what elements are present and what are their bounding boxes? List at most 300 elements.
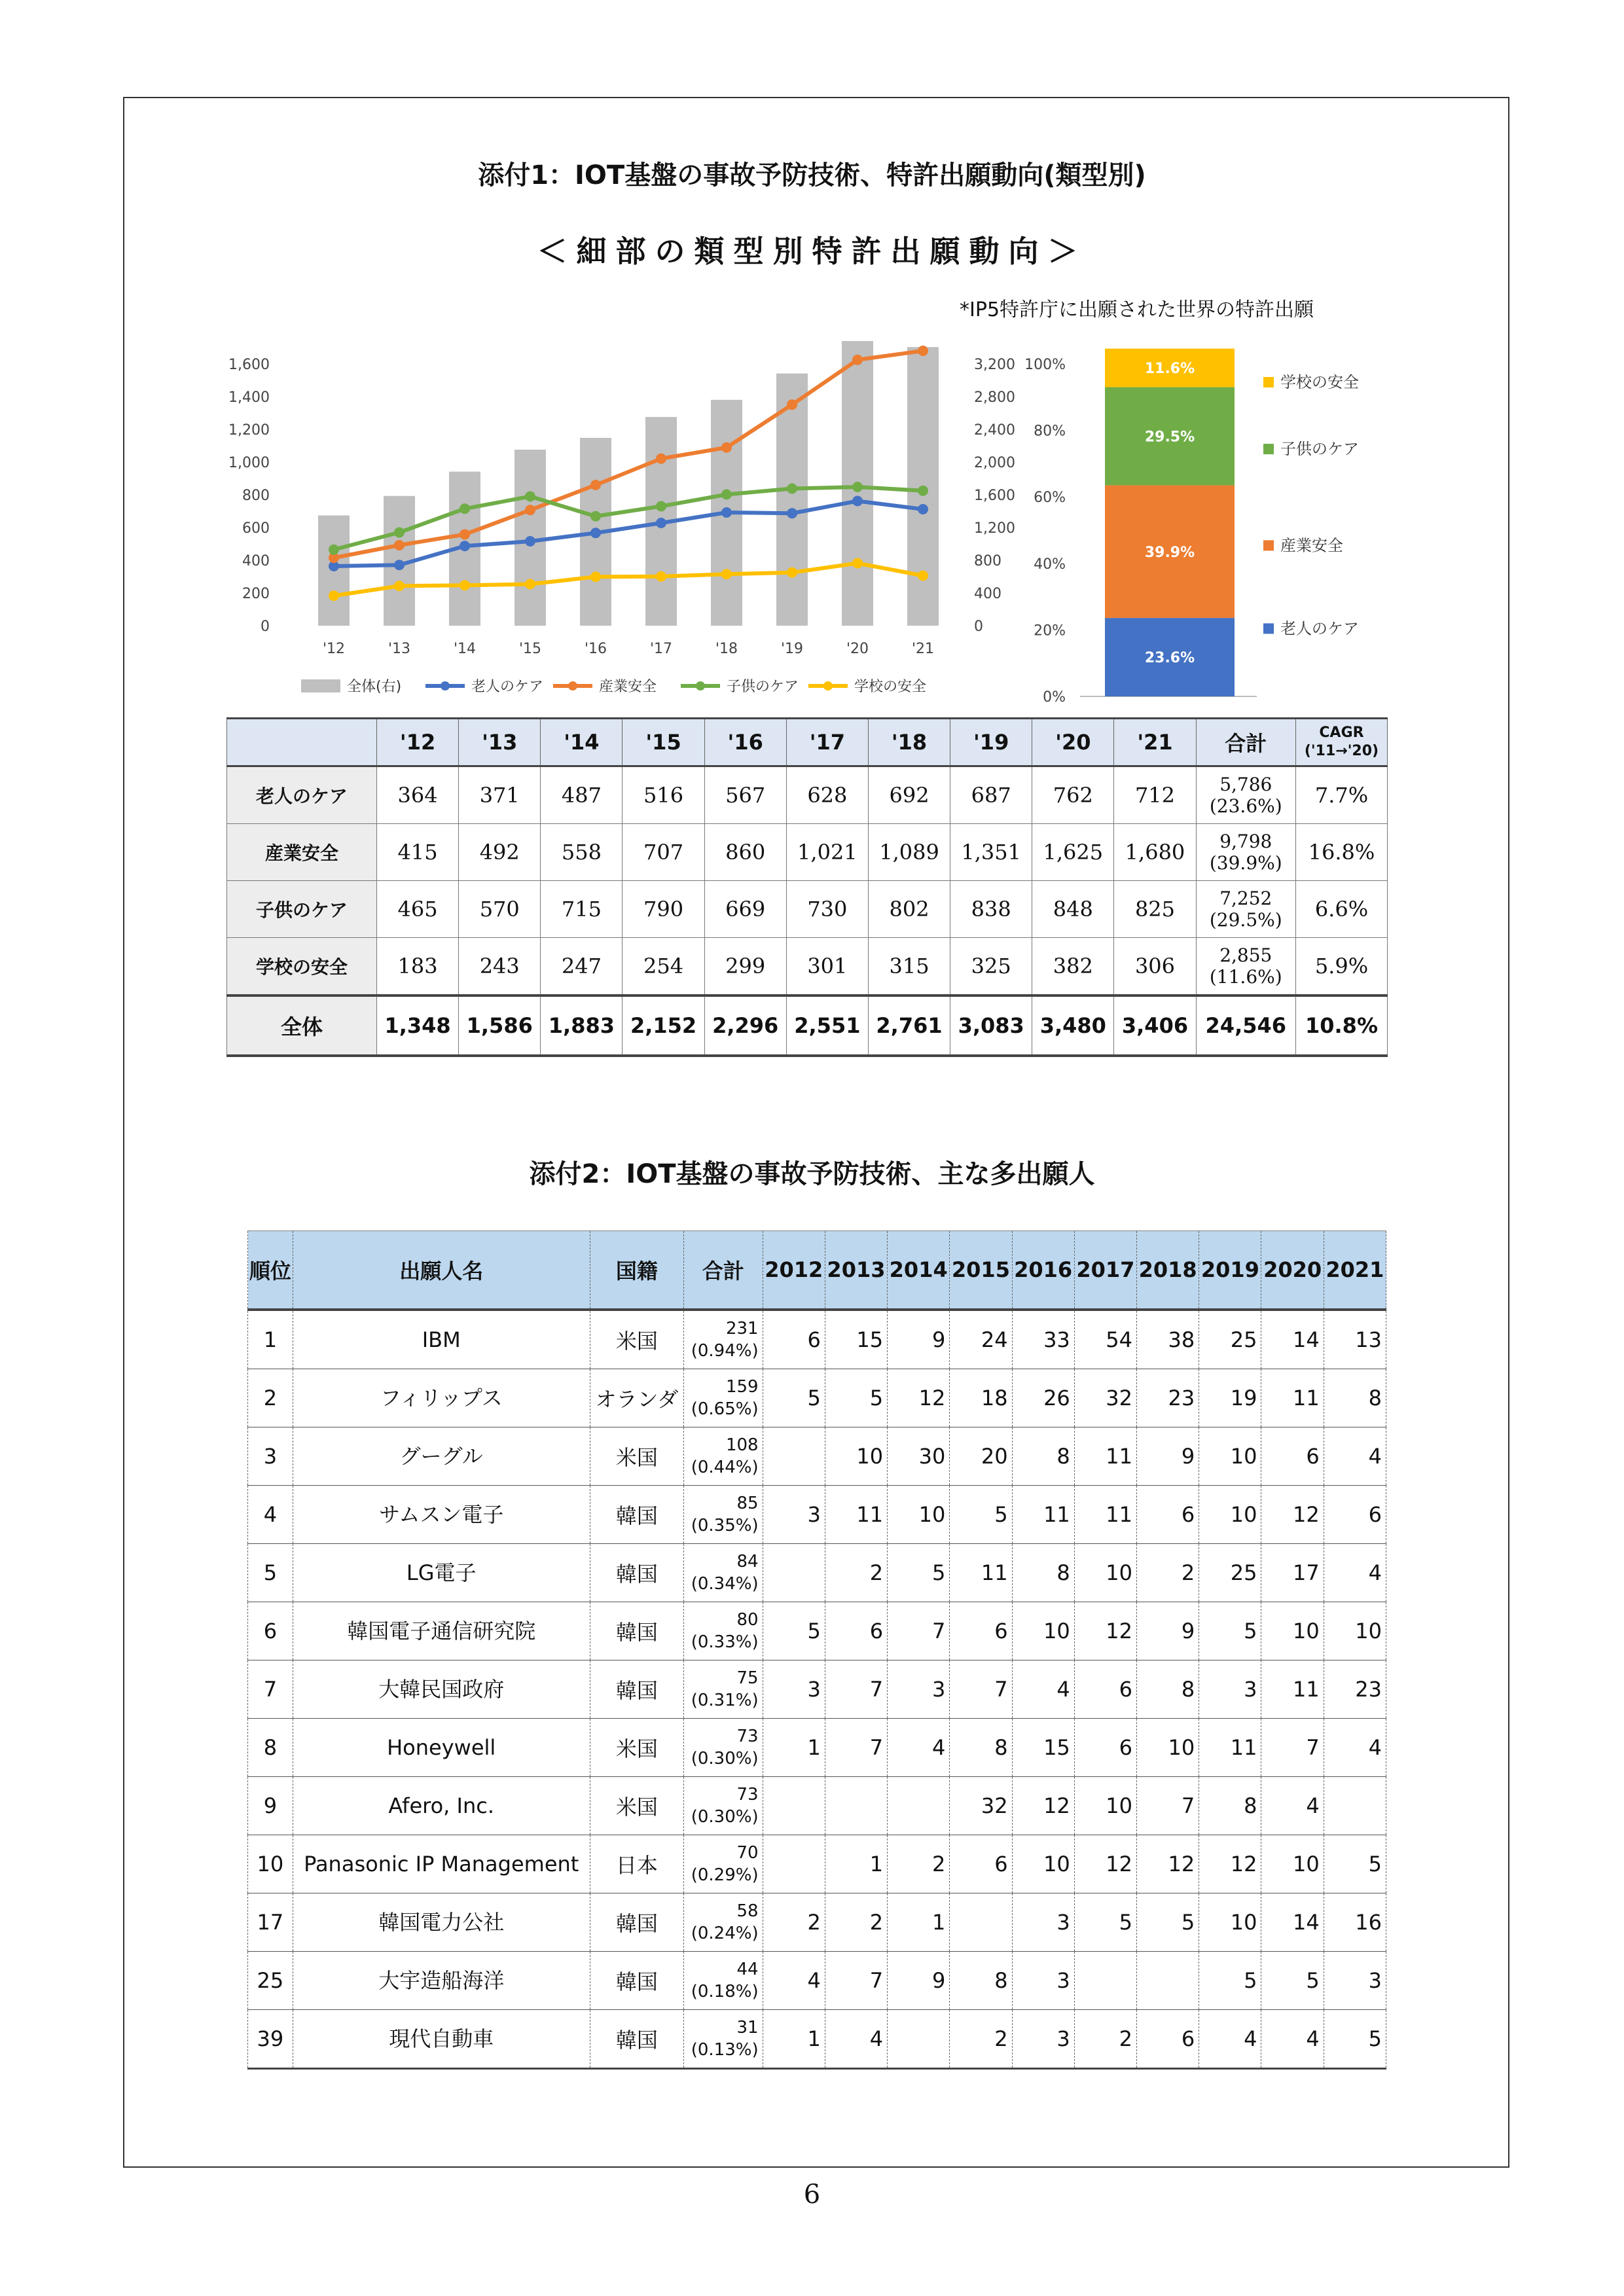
table2-year-cell: 11 [1074, 1486, 1136, 1544]
line-bar-chart [223, 340, 1021, 707]
table2-year-cell: 6 [825, 1602, 887, 1660]
table2-year-cell: 12 [1012, 1777, 1074, 1835]
series-point [525, 505, 535, 515]
x-axis-tick: '12 [322, 641, 346, 657]
legend-point-swatch [696, 681, 705, 691]
table1-cell: 364 [377, 766, 459, 824]
table2-year-cell: 16 [1324, 1893, 1386, 1952]
series-point [590, 571, 601, 582]
table2-country: 米国 [590, 1719, 684, 1777]
table1-cagr-cell: 7.7% [1295, 766, 1387, 824]
table1-cell: 848 [1032, 881, 1114, 938]
table1-cell: 1,348 [377, 996, 459, 1056]
x-axis-tick: '18 [715, 641, 738, 657]
table2-year-cell: 12 [1074, 1835, 1136, 1893]
table2-year-cell: 20 [950, 1427, 1012, 1486]
table2-applicant-name: フィリップス [293, 1369, 590, 1427]
table2-year-cell: 8 [1137, 1660, 1199, 1719]
series-point [460, 541, 470, 551]
table1-row-label: 全体 [227, 996, 377, 1056]
table2-year-cell: 2 [825, 1893, 887, 1952]
series-point [918, 504, 928, 514]
table2-year-cell: 5 [1199, 1952, 1261, 2010]
table2-total: 85 (0.35%) [684, 1486, 763, 1544]
table2-year-cell: 15 [825, 1310, 887, 1369]
table2-year-cell: 3 [888, 1660, 950, 1719]
table2-column-header: 国籍 [590, 1231, 684, 1310]
series-point [852, 558, 863, 569]
table2-country: 韓国 [590, 1952, 684, 2010]
legend-point-swatch [568, 681, 577, 691]
series-point [590, 528, 601, 538]
x-axis-tick: '19 [780, 641, 804, 657]
table2-year-cell: 14 [1261, 1310, 1324, 1369]
table2-year-cell: 7 [825, 1952, 887, 2010]
series-point [394, 528, 405, 538]
series-point [656, 571, 666, 582]
table2-year-cell: 12 [1199, 1835, 1261, 1893]
table2-rank: 9 [248, 1777, 293, 1835]
table1-cell: 669 [704, 881, 786, 938]
right-axis-tick: 2,000 [974, 455, 1015, 471]
table1-cell: 301 [786, 938, 868, 996]
table1-cell: 707 [623, 824, 704, 881]
table2-year-cell: 5 [1137, 1893, 1199, 1952]
series-point [329, 590, 339, 601]
table2-year-cell: 9 [1137, 1602, 1199, 1660]
legend-label: 老人のケア [471, 679, 544, 695]
table2-year-cell: 7 [1137, 1777, 1199, 1835]
series-point [394, 560, 405, 570]
table2-year-cell: 11 [1012, 1486, 1074, 1544]
table1-cell: 247 [541, 938, 623, 996]
series-point [590, 480, 601, 490]
table2-rank: 10 [248, 1835, 293, 1893]
table1-cell: 790 [623, 881, 704, 938]
table2-rank: 7 [248, 1660, 293, 1719]
table1-corner [227, 719, 377, 766]
table2-year-cell: 11 [1261, 1369, 1324, 1427]
table2-country: 米国 [590, 1427, 684, 1486]
table1-row [227, 766, 1388, 824]
table2-applicant-name: Panasonic IP Management [293, 1835, 590, 1893]
table2-year-cell: 18 [950, 1369, 1012, 1427]
table1-cell: 802 [868, 881, 950, 938]
table2-applicant-name: サムスン電子 [293, 1486, 590, 1544]
table2-year-cell: 25 [1199, 1544, 1261, 1602]
table1-cell: 1,089 [868, 824, 950, 881]
table2-year-cell: 9 [888, 1310, 950, 1369]
table2-rank: 17 [248, 1893, 293, 1952]
table2-year-cell: 2 [825, 1544, 887, 1602]
share-label: 23.6% [1144, 650, 1195, 667]
table1-column-header: '15 [623, 719, 704, 766]
table2-year-cell: 10 [1199, 1893, 1261, 1952]
table1-cell: 2,296 [704, 996, 786, 1056]
table2-year-cell: 10 [1199, 1427, 1261, 1486]
table2-year-cell: 1 [763, 2010, 825, 2069]
table2-year-cell: 2 [1074, 2010, 1136, 2069]
table1-cell: 715 [541, 881, 623, 938]
table1-column-header: '21 [1114, 719, 1196, 766]
series-point [656, 454, 666, 464]
x-axis-tick: '17 [649, 641, 673, 657]
table2-year-cell: 12 [1261, 1486, 1324, 1544]
share-axis-tick: 80% [1034, 423, 1066, 440]
share-axis-tick: 20% [1034, 622, 1066, 639]
table2-country: 韓国 [590, 1486, 684, 1544]
right-axis-tick: 800 [974, 553, 1001, 569]
table2-rank: 4 [248, 1486, 293, 1544]
series-point [460, 580, 470, 590]
table2-year-cell: 12 [1137, 1835, 1199, 1893]
right-axis-tick: 1,600 [974, 488, 1015, 504]
series-point [852, 496, 863, 507]
table1-total-cell: 7,252 (29.5%) [1196, 881, 1295, 938]
table2-applicant-name: 現代自動車 [293, 2010, 590, 2069]
table2-year-cell [763, 1544, 825, 1602]
series-point [787, 567, 797, 578]
stacked-share-chart [1021, 340, 1427, 707]
table2-column-header: 2013 [825, 1231, 887, 1310]
legend-label: 子供のケア [727, 679, 799, 695]
table2-year-cell: 23 [1324, 1660, 1386, 1719]
table2-row [248, 1310, 1386, 1369]
table2-year-cell: 5 [1261, 1952, 1324, 2010]
table2-year-cell: 11 [1074, 1427, 1136, 1486]
table2-year-cell [1324, 1777, 1386, 1835]
table2-total: 80 (0.33%) [684, 1602, 763, 1660]
right-axis-tick: 1,200 [974, 520, 1015, 537]
x-axis-tick: '21 [911, 641, 935, 657]
table2-year-cell: 3 [1012, 2010, 1074, 2069]
table2-year-cell: 6 [1074, 1660, 1136, 1719]
table2-column-header: 合計 [684, 1231, 763, 1310]
share-legend-label: 老人のケア [1280, 619, 1359, 638]
series-point [525, 492, 535, 502]
series-point [721, 507, 732, 518]
table2-rank: 25 [248, 1952, 293, 2010]
table2-applicant-name: 大宇造船海洋 [293, 1952, 590, 2010]
table2-year-cell: 4 [888, 1719, 950, 1777]
table2-year-cell: 38 [1137, 1310, 1199, 1369]
table1-cell: 465 [377, 881, 459, 938]
table2-rank: 6 [248, 1602, 293, 1660]
table2-year-cell: 11 [950, 1544, 1012, 1602]
series-point [525, 536, 535, 547]
table1-row-label: 学校の安全 [227, 938, 377, 996]
table1-column-header: '12 [377, 719, 459, 766]
table2-column-header: 2019 [1199, 1231, 1261, 1310]
table1-row-label: 老人のケア [227, 766, 377, 824]
table1-cell: 1,680 [1114, 824, 1196, 881]
table2-year-cell: 6 [1137, 1486, 1199, 1544]
right-axis-tick: 2,400 [974, 422, 1015, 439]
legend-label: 全体(右) [347, 679, 402, 695]
table2-year-cell [763, 1427, 825, 1486]
table2-year-cell: 7 [888, 1602, 950, 1660]
table2-column-header: 2021 [1324, 1231, 1386, 1310]
table2-year-cell: 5 [1199, 1602, 1261, 1660]
table2-year-cell: 4 [1199, 2010, 1261, 2069]
left-axis-tick: 1,600 [228, 357, 270, 373]
table2-year-cell: 4 [1261, 1777, 1324, 1835]
left-axis-tick: 200 [242, 586, 270, 602]
table2-year-cell: 3 [1324, 1952, 1386, 2010]
table2-year-cell: 8 [1012, 1544, 1074, 1602]
table2-year-cell: 10 [1012, 1835, 1074, 1893]
table2-year-cell: 2 [888, 1835, 950, 1893]
table2-year-cell [1074, 1952, 1136, 2010]
share-axis-tick: 40% [1034, 556, 1066, 573]
table2-year-cell: 54 [1074, 1310, 1136, 1369]
table2-year-cell: 4 [1324, 1719, 1386, 1777]
table1-column-header: '19 [950, 719, 1032, 766]
series-point [721, 442, 732, 453]
table2-year-cell: 24 [950, 1310, 1012, 1369]
table1-row-label: 産業安全 [227, 824, 377, 881]
table1-cell: 3,083 [950, 996, 1032, 1056]
table2-year-cell [825, 1777, 887, 1835]
table2-year-cell: 9 [888, 1952, 950, 2010]
table2-column-header: 2016 [1012, 1231, 1074, 1310]
table2-total: 84 (0.34%) [684, 1544, 763, 1602]
table2-total: 73 (0.30%) [684, 1777, 763, 1835]
table1-cell: 299 [704, 938, 786, 996]
table2-year-cell: 3 [1012, 1893, 1074, 1952]
table2-year-cell: 7 [1261, 1719, 1324, 1777]
share-label: 39.9% [1144, 544, 1195, 561]
table2-column-header: 2014 [888, 1231, 950, 1310]
table2-year-cell: 6 [1137, 2010, 1199, 2069]
table1-cagr-cell: 6.6% [1295, 881, 1387, 938]
table2-total: 70 (0.29%) [684, 1835, 763, 1893]
table2-applicant-name: Afero, Inc. [293, 1777, 590, 1835]
table1-column-header: 合計 [1196, 719, 1295, 766]
table2-year-cell: 10 [1012, 1602, 1074, 1660]
table2-year-cell: 2 [950, 2010, 1012, 2069]
table2-row [248, 1835, 1386, 1893]
table2-year-cell: 6 [1324, 1486, 1386, 1544]
series-point [787, 508, 797, 518]
table2-rank: 5 [248, 1544, 293, 1602]
table2-applicant-name: 大韓民国政府 [293, 1660, 590, 1719]
chart-heading: ＜細部の類型別特許出願動向＞ [537, 234, 1087, 269]
table2-row [248, 1369, 1386, 1427]
table2-country: 日本 [590, 1835, 684, 1893]
table2-year-cell: 3 [1012, 1952, 1074, 2010]
table1-cell: 692 [868, 766, 950, 824]
table1-cell: 415 [377, 824, 459, 881]
table2-total: 31 (0.13%) [684, 2010, 763, 2069]
table2-year-cell: 8 [950, 1952, 1012, 2010]
table2-year-cell: 5 [1324, 1835, 1386, 1893]
table2-year-cell: 6 [950, 1602, 1012, 1660]
series-point [656, 518, 666, 528]
table1-cell: 516 [623, 766, 704, 824]
table2-rank: 2 [248, 1369, 293, 1427]
table2-year-cell: 17 [1261, 1544, 1324, 1602]
table2-country: 韓国 [590, 1893, 684, 1952]
table1-cell: 712 [1114, 766, 1196, 824]
table1-column-header: '14 [541, 719, 623, 766]
table2-country: 韓国 [590, 1544, 684, 1602]
table2-year-cell: 8 [1199, 1777, 1261, 1835]
table2-year-cell: 6 [950, 1835, 1012, 1893]
table2-row [248, 1602, 1386, 1660]
table2-year-cell: 6 [1261, 1427, 1324, 1486]
table2-year-cell: 12 [888, 1369, 950, 1427]
table2-year-cell: 7 [825, 1719, 887, 1777]
table1-column-header: '20 [1032, 719, 1114, 766]
table2-country: 韓国 [590, 2010, 684, 2069]
table1-cell: 487 [541, 766, 623, 824]
table1-cell: 371 [459, 766, 541, 824]
table2-column-header: 2017 [1074, 1231, 1136, 1310]
table1-cell: 382 [1032, 938, 1114, 996]
table2-year-cell: 7 [950, 1660, 1012, 1719]
table1-cell: 730 [786, 881, 868, 938]
table1-cell: 2,551 [786, 996, 868, 1056]
table2-year-cell [888, 2010, 950, 2069]
table1-cell: 2,761 [868, 996, 950, 1056]
left-axis-tick: 1,000 [228, 455, 270, 471]
table2-column-header: 出願人名 [293, 1231, 590, 1310]
table1-row-label: 子供のケア [227, 881, 377, 938]
table2-year-cell [763, 1835, 825, 1893]
left-axis-tick: 400 [242, 553, 270, 569]
share-legend-label: 子供のケア [1280, 440, 1359, 459]
table2-year-cell: 10 [1261, 1835, 1324, 1893]
table1-cell: 687 [950, 766, 1032, 824]
table2-year-cell: 11 [825, 1486, 887, 1544]
appendix2-title: 添付2：IOT基盤の事故予防技術、主な多出願人 [529, 1159, 1095, 1189]
table2-year-cell: 4 [1324, 1544, 1386, 1602]
left-axis-tick: 600 [242, 520, 270, 537]
table2-row [248, 1719, 1386, 1777]
table2-applicant-name: Honeywell [293, 1719, 590, 1777]
table2-year-cell: 3 [1199, 1660, 1261, 1719]
table2-year-cell: 8 [1012, 1427, 1074, 1486]
table2-total: 44 (0.18%) [684, 1952, 763, 2010]
table2-year-cell: 33 [1012, 1310, 1074, 1369]
table2-year-cell: 19 [1199, 1369, 1261, 1427]
series-point [656, 501, 666, 512]
table1-cell: 1,625 [1032, 824, 1114, 881]
share-legend-label: 産業安全 [1280, 536, 1343, 555]
table1-cell: 183 [377, 938, 459, 996]
type-trend-table [226, 717, 1388, 1057]
table2-year-cell: 10 [1137, 1719, 1199, 1777]
table2-total: 108 (0.44%) [684, 1427, 763, 1486]
table2-rank: 8 [248, 1719, 293, 1777]
series-point [525, 579, 535, 590]
table2-year-cell: 6 [763, 1310, 825, 1369]
table1-cell: 3,406 [1114, 996, 1196, 1056]
table2-year-cell: 2 [763, 1893, 825, 1952]
table1-cell: 3,480 [1032, 996, 1114, 1056]
table2-row [248, 1660, 1386, 1719]
table2-year-cell: 10 [1074, 1544, 1136, 1602]
table2-row [248, 1486, 1386, 1544]
table1-total-cell: 2,855 (11.6%) [1196, 938, 1295, 996]
table2-applicant-name: グーグル [293, 1427, 590, 1486]
share-axis-tick: 100% [1024, 357, 1066, 373]
table2-year-cell: 5 [1074, 1893, 1136, 1952]
legend-bar-swatch [301, 679, 340, 692]
applicant-table [247, 1230, 1386, 2070]
table2-row [248, 1893, 1386, 1952]
table2-column-header: 2018 [1137, 1231, 1199, 1310]
table2-year-cell: 3 [763, 1486, 825, 1544]
table2-year-cell: 11 [1261, 1660, 1324, 1719]
table2-country: オランダ [590, 1369, 684, 1427]
x-axis-tick: '15 [518, 641, 542, 657]
table1-cell: 567 [704, 766, 786, 824]
table1-cell: 558 [541, 824, 623, 881]
table1-total-cell: 9,798 (39.9%) [1196, 824, 1295, 881]
table1-cell: 492 [459, 824, 541, 881]
table1-cell: 325 [950, 938, 1032, 996]
share-label: 11.6% [1144, 361, 1195, 378]
table1-cell: 315 [868, 938, 950, 996]
table2-applicant-name: 韓国電力公社 [293, 1893, 590, 1952]
series-point [852, 482, 863, 492]
left-axis-tick: 0 [261, 619, 270, 635]
table1-column-header: '18 [868, 719, 950, 766]
table2-total: 58 (0.24%) [684, 1893, 763, 1952]
table1-column-header: '17 [786, 719, 868, 766]
table2-column-header: 順位 [248, 1231, 293, 1310]
series-point [852, 355, 863, 365]
share-axis-tick: 0% [1043, 689, 1066, 706]
table1-cagr-header: CAGR ('11→'20) [1295, 719, 1387, 766]
table2-applicant-name: LG電子 [293, 1544, 590, 1602]
share-legend-swatch [1263, 540, 1274, 550]
table2-year-cell: 26 [1012, 1369, 1074, 1427]
x-axis-tick: '20 [846, 641, 869, 657]
table1-cell: 1,351 [950, 824, 1032, 881]
table1-cell: 1,586 [459, 996, 541, 1056]
right-axis-tick: 0 [974, 619, 983, 635]
table2-total: 75 (0.31%) [684, 1660, 763, 1719]
table2-year-cell: 4 [763, 1952, 825, 2010]
table1-total-row [227, 996, 1388, 1056]
series-point [787, 484, 797, 494]
table1-total-cell: 24,546 [1196, 996, 1295, 1056]
series-point [721, 490, 732, 500]
table2-rank: 39 [248, 2010, 293, 2069]
table2-year-cell: 7 [825, 1660, 887, 1719]
table2-year-cell: 10 [1261, 1602, 1324, 1660]
table1-row [227, 824, 1388, 881]
table2-year-cell: 4 [1261, 2010, 1324, 2069]
share-legend-swatch [1263, 623, 1274, 634]
table2-total: 159 (0.65%) [684, 1369, 763, 1427]
table1-row [227, 938, 1388, 996]
table2-column-header: 2012 [763, 1231, 825, 1310]
table2-year-cell: 10 [1324, 1602, 1386, 1660]
table2-year-cell: 5 [763, 1369, 825, 1427]
source-note: *IP5特許庁に出願された世界の特許出願 [960, 298, 1314, 321]
series-point [918, 486, 928, 496]
table2-row [248, 2010, 1386, 2069]
table2-year-cell: 1 [888, 1893, 950, 1952]
table2-year-cell: 2 [1137, 1544, 1199, 1602]
table1-cell: 838 [950, 881, 1032, 938]
table1-column-header: '13 [459, 719, 541, 766]
series-point [918, 571, 928, 581]
